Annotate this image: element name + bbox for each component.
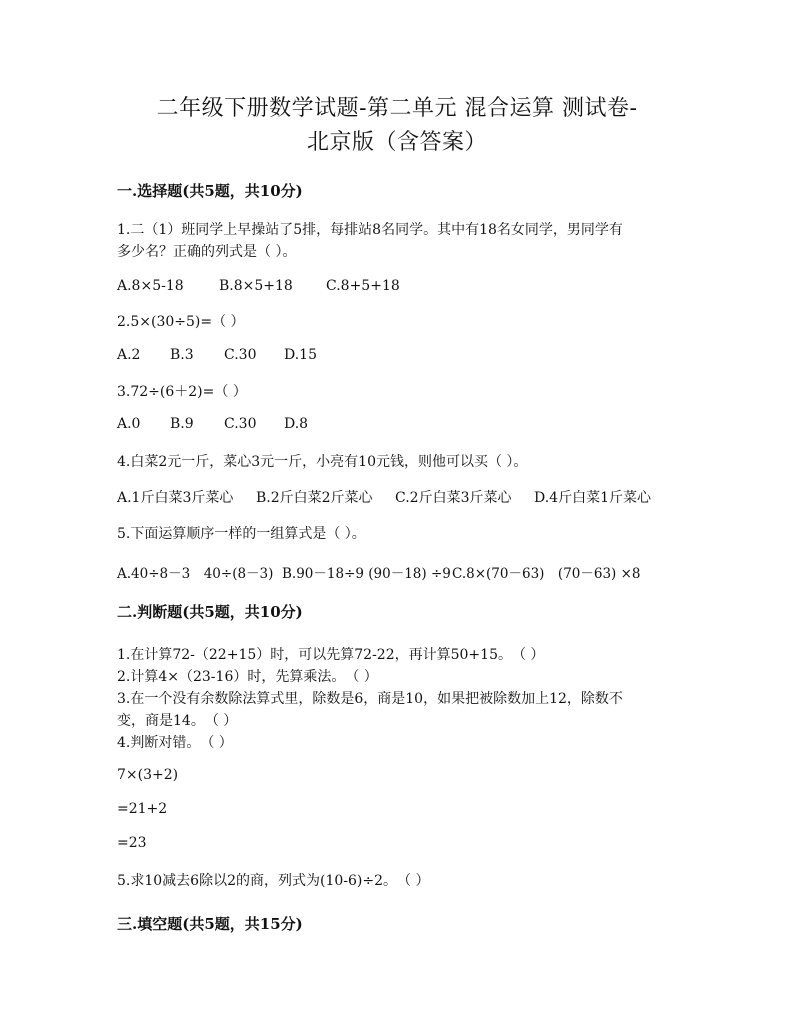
option-d: D.4斤白菜1斤菜心: [534, 490, 651, 506]
option-a: A.8×5-18: [117, 278, 184, 294]
question-1-text-line1: 1.二（1）班同学上早操站了5排，每排站8名同学。其中有18名女同学，男同学有: [117, 222, 623, 238]
question-2-options: [117, 347, 317, 363]
option-a: A.2: [117, 347, 141, 363]
judge-question-3-line1: 3.在一个没有余数除法算式里，除数是6，商是10，如果把被除数加上12，除数不: [117, 691, 623, 707]
option-b: B.9: [170, 416, 194, 432]
option-b: B.8×5+18: [219, 278, 293, 294]
question-4-options: [117, 487, 651, 507]
judge-question-4-step3: =23: [117, 835, 147, 851]
judge-question-2: 2.计算4×（23-16）时，先算乘法。 （ ）: [117, 669, 378, 685]
question-2-text: 2.5×(30÷5)=（ ）: [117, 314, 245, 330]
judge-question-3-line2: 变，商是14。 （ ）: [117, 713, 238, 729]
section-heading-multiple-choice: 一.选择题(共5题，共10分): [117, 182, 303, 200]
option-d: D.8: [284, 416, 309, 432]
option-b: B.2斤白菜2斤菜心: [256, 490, 373, 506]
option-a: A.40÷8－3 40÷(8－3): [117, 566, 274, 582]
option-c: C.30: [224, 347, 257, 363]
option-a: A.1斤白菜3斤菜心: [117, 490, 234, 506]
question-1-text-line2: 多少名？正确的列式是（ ）。: [117, 244, 297, 260]
question-3-options: [117, 416, 308, 432]
judge-question-4-step1: 7×(3+2): [117, 767, 179, 783]
option-d: D.15: [284, 347, 317, 363]
question-4-text: 4.白菜2元一斤，菜心3元一斤，小亮有10元钱，则他可以买（ ）。: [117, 454, 528, 470]
judge-question-4-step2: =21+2: [117, 801, 168, 817]
option-c: C.2斤白菜3斤菜心: [395, 490, 512, 506]
option-c: C.30: [224, 416, 257, 432]
document-title-line2: 北京版（含答案）: [306, 130, 487, 155]
document-title-line1: 二年级下册数学试题-第二单元 混合运算 测试卷-: [156, 96, 638, 121]
question-3-text: 3.72÷(6＋2)=（ ）: [117, 384, 247, 400]
option-a: A.0: [117, 416, 141, 432]
section-heading-true-false: 二.判断题(共5题，共10分): [117, 603, 303, 621]
option-c: C.8×(70－63) (70－63) ×8: [452, 566, 641, 582]
judge-question-5: 5.求10减去6除以2的商，列式为(10-6)÷2。 （ ）: [117, 873, 430, 889]
question-5-options: [117, 562, 641, 582]
judge-question-4: 4.判断对错。 （ ）: [117, 735, 233, 751]
option-b: B.3: [170, 347, 194, 363]
question-1-options: [117, 278, 400, 294]
question-5-text: 5.下面运算顺序一样的一组算式是（ ）。: [117, 526, 366, 542]
option-b: B.90－18÷9 (90－18) ÷9: [282, 566, 451, 582]
judge-question-1: 1.在计算72-（22+15）时，可以先算72-22，再计算50+15。 （ ）: [117, 647, 545, 663]
option-c: C.8+5+18: [326, 278, 400, 294]
section-heading-fill-in: 三.填空题(共5题，共15分): [117, 915, 303, 933]
